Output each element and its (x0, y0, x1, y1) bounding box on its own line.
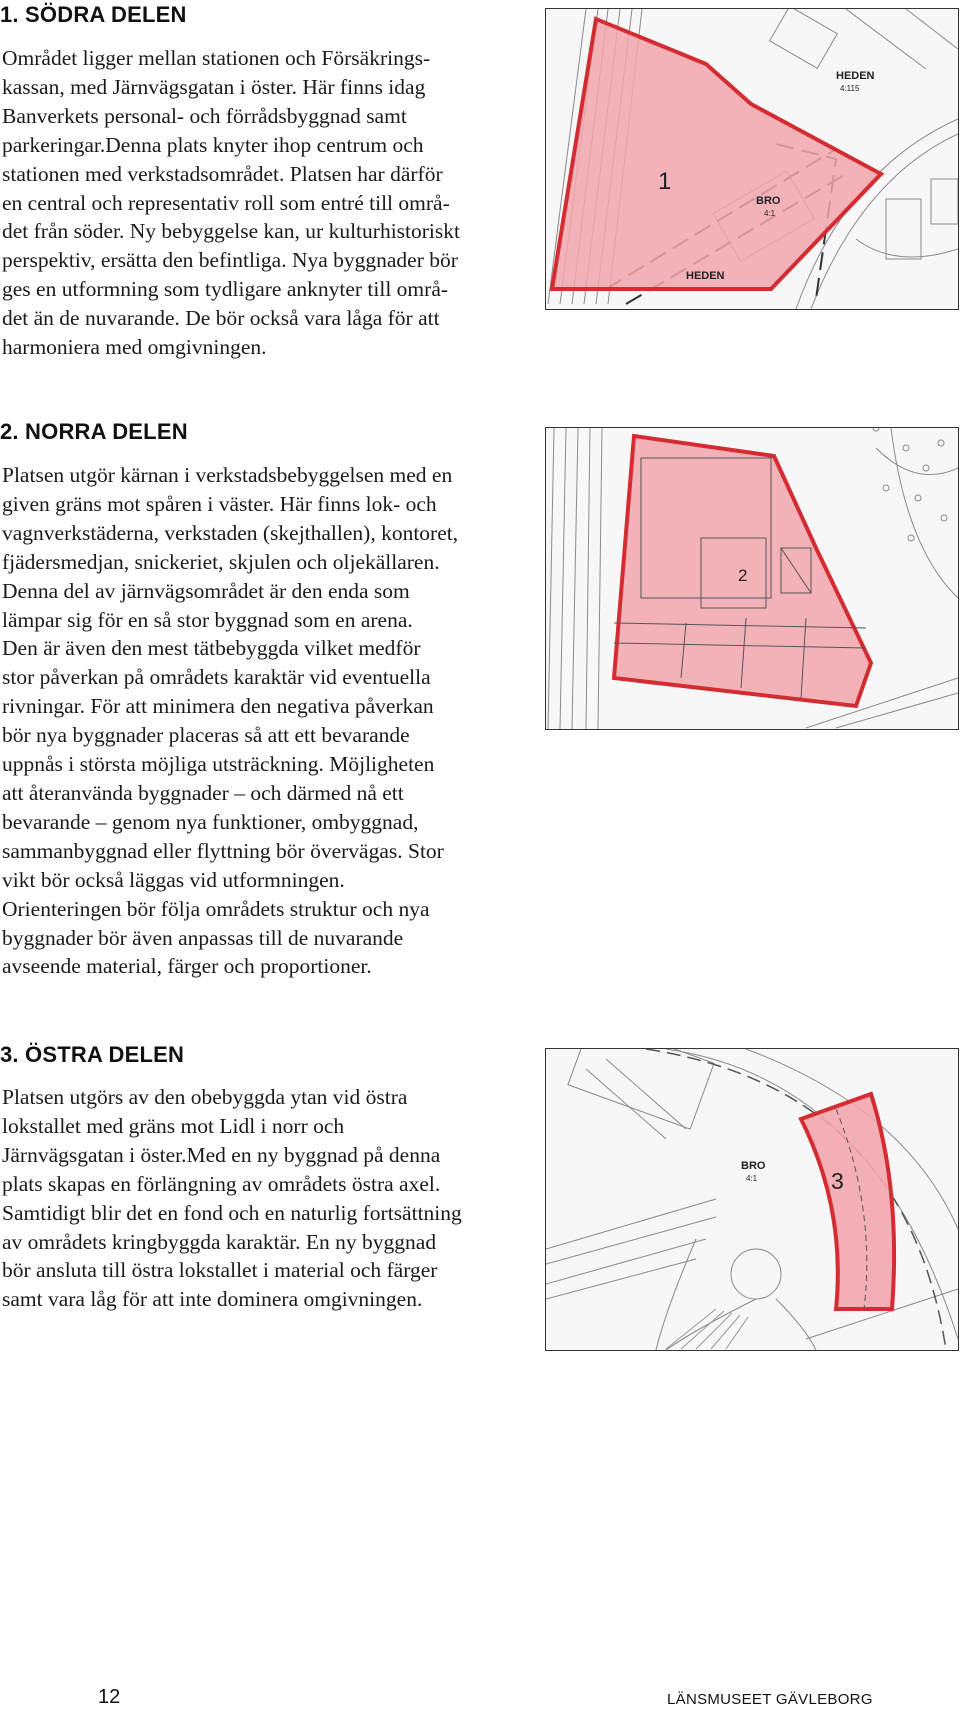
text-line: lämpar sig för en så stor byggnad som en arena. (2, 607, 413, 632)
footer-publisher: LÄNSMUSEET GÄVLEBORG (667, 1691, 873, 1708)
text-line: Orienteringen bör följa områdets struktur och nya (2, 896, 430, 921)
text-line: parkeringar.Denna plats knyter ihop centrum och (2, 132, 424, 157)
text-line: harmoniera med omgivningen. (2, 335, 267, 360)
text-line: bevarande – genom nya funktioner, ombyggnad, (2, 809, 419, 834)
text-line: det från söder. Ny bebyggelse kan, ur kulturhistoriskt (2, 219, 460, 244)
highlight-area-1 (552, 19, 881, 289)
text-line: Järnvägsgatan i öster.Med en ny byggnad på denna (2, 1142, 441, 1167)
text-line: kassan, med Järnvägsgatan i öster. Här finns idag (2, 74, 426, 99)
text-line: bör nya byggnader placeras så att ett bevarande (2, 723, 410, 748)
map-number: 3 (831, 1168, 844, 1194)
text-line: stor påverkan på områdets karaktär vid eventuella (2, 665, 431, 690)
text-line: Samtidigt blir det en fond och en naturlig fortsättning (2, 1200, 462, 1225)
text-line: Platsen utgörs av den obebyggda ytan vid östra (2, 1085, 408, 1109)
text-line: Denna del av järnvägsområdet är den enda som (2, 578, 410, 603)
text-line: plats skapas en förlängning av områdets östra axel. (2, 1171, 441, 1196)
map-number: 1 (658, 168, 672, 195)
text-line: given gräns mot spåren i väster. Här finns lok- och (2, 491, 437, 516)
text-line: en central och representativ roll som entré till områ- (2, 190, 450, 215)
text-line: samt vara låg för att inte dominera omgivningen. (2, 1287, 423, 1312)
text-line: Den är även den mest tätbebyggda vilket medför (2, 636, 421, 661)
text-line: vagnverkstäderna, verkstaden (skejthallen), kontoret, (2, 520, 459, 545)
text-line: ges en utformning som tydligare anknyter till områ- (2, 277, 449, 302)
text-line: lokstallet med gräns mot Lidl i norr och (2, 1113, 345, 1138)
section-3-heading: 3. ÖSTRA DELEN (0, 1042, 185, 1067)
text-line: rivningar. För att minimera den negativa påverkan (2, 694, 434, 719)
section-1-text (2, 44, 502, 362)
text-line: perspektiv, ersätta den befintliga. Nya byggnader bör (2, 248, 458, 273)
text-line: fjädersmedjan, snickeriet, skjulen och oljekällaren. (2, 549, 440, 574)
section-3-text (2, 1083, 502, 1314)
text-line: sammanbyggnad eller flyttning bör övervägas. Stor (2, 838, 444, 863)
map-area-1 (545, 8, 959, 310)
map-area-3 (545, 1048, 959, 1351)
text-line: bör ansluta till östra lokstallet i material och färger (2, 1258, 438, 1283)
map-area-2 (545, 427, 959, 730)
text-line: att återanvända byggnader – och därmed nå ett (2, 780, 404, 805)
highlight-area-3 (801, 1094, 894, 1309)
section-2-heading: 2. NORRA DELEN (0, 419, 188, 444)
text-line: Området ligger mellan stationen och Försäkrings- (2, 46, 431, 70)
map-sublabel: 4:1 (764, 209, 776, 218)
section-1-heading: 1. SÖDRA DELEN (0, 2, 187, 27)
text-line: avseende material, färger och proportioner. (2, 954, 372, 979)
text-line: byggnader bör även anpassas till de nuvarande (2, 925, 404, 950)
text-line: det än de nuvarande. De bör också vara låga för att (2, 306, 440, 331)
text-line: av områdets kringbyggda karaktär. En ny byggnad (2, 1229, 437, 1254)
map-label: BRO (741, 1160, 766, 1172)
text-line: stationen med verkstadsområdet. Platsen har därför (2, 161, 443, 186)
map-label: HEDEN (686, 270, 725, 282)
map-label: HEDEN (836, 70, 875, 82)
text-line: Platsen utgör kärnan i verkstadsbebyggelsen med en (2, 463, 453, 487)
map-sublabel: 4:115 (840, 84, 860, 93)
map-sublabel: 4:1 (746, 1174, 758, 1183)
map-number: 2 (738, 566, 748, 585)
text-line: Banverkets personal- och förrådsbyggnad samt (2, 103, 407, 128)
text-line: vikt bör också läggas vid utformningen. (2, 867, 345, 892)
map-label: BRO (756, 195, 781, 207)
section-2-text (2, 461, 502, 981)
text-line: uppnås i största möjliga utsträckning. Möjligheten (2, 752, 435, 777)
page-number: 12 (98, 1686, 121, 1708)
